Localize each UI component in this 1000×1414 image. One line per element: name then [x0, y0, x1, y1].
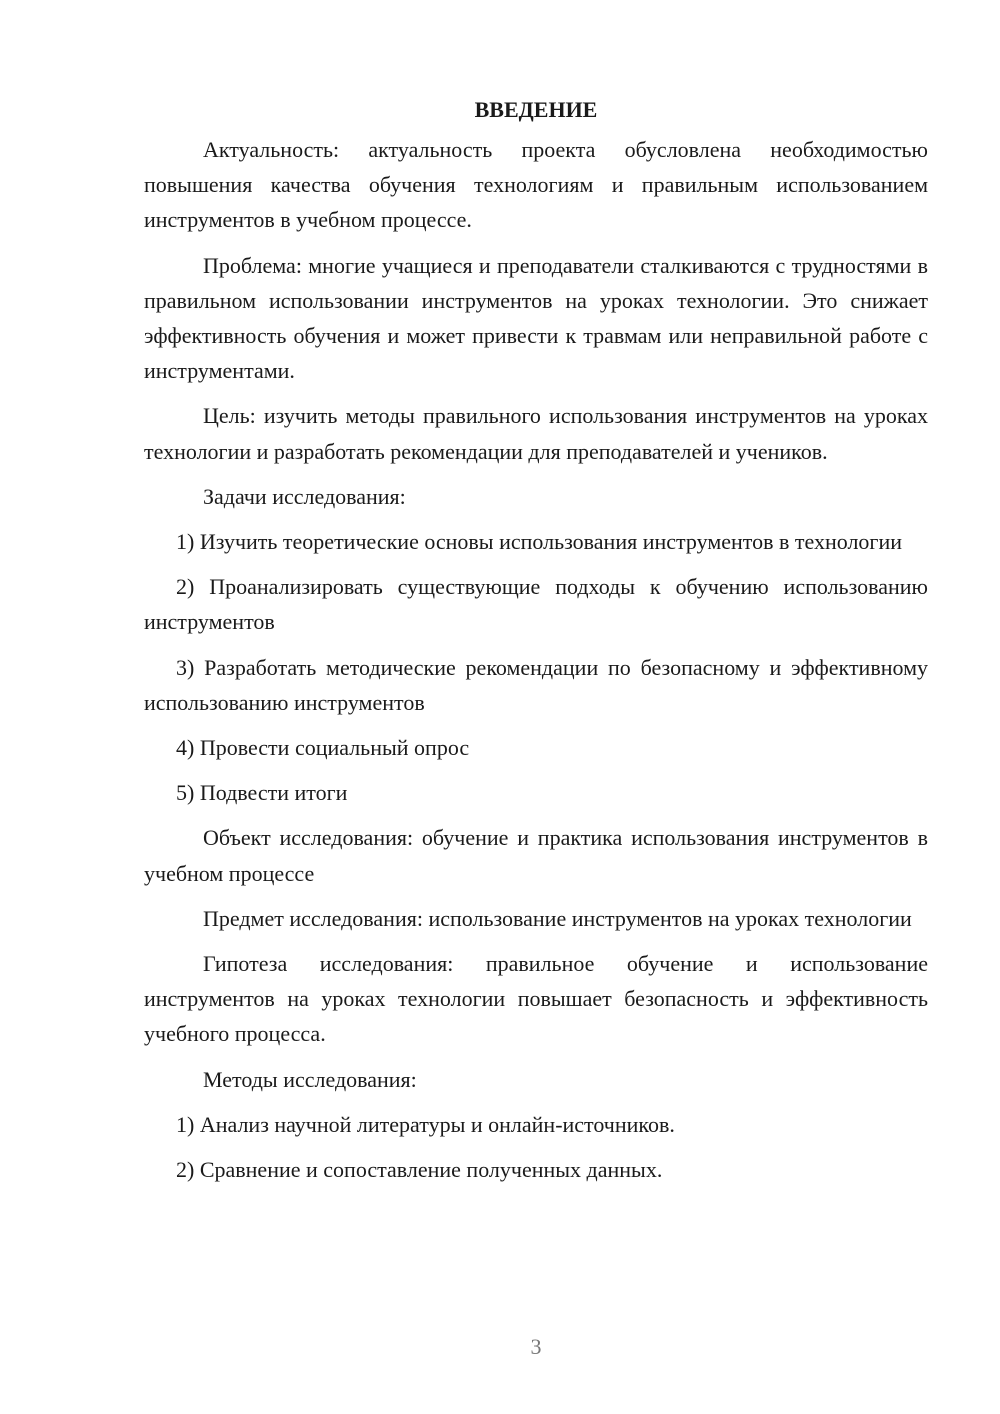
- task-item-1: 1) Изучить теоретические основы использования инструментов в технологии: [176, 529, 902, 555]
- document-page: [144, 92, 928, 1197]
- method-item-2: 2) Сравнение и сопоставление полученных данных.: [176, 1157, 663, 1183]
- problem-paragraph: Проблема: многие учащиеся и преподаватели сталкиваются с трудностями в правильном использовании инструментов на уроках технологии. Это снижает эффективность обучения и может привести к травмам или неправильной работе с инструментами.: [144, 252, 928, 384]
- tasks-heading: Задачи исследования:: [203, 483, 406, 509]
- goal-paragraph: Цель: изучить методы правильного использования инструментов на уроках технологии и разработать рекомендации для преподавателей и учеников.: [144, 403, 928, 464]
- task-item-4: 4) Провести социальный опрос: [176, 735, 470, 761]
- method-item-1: 1) Анализ научной литературы и онлайн-источников.: [176, 1111, 675, 1137]
- object-paragraph: Объект исследования: обучение и практика использования инструментов в учебном процессе: [144, 825, 928, 886]
- hypothesis-paragraph: Гипотеза исследования: правильное обучение и использование инструментов на уроках технологии повышает безопасность и эффективность учебного процесса.: [144, 951, 928, 1047]
- section-heading: ВВЕДЕНИЕ: [474, 97, 598, 122]
- page-number: 3: [530, 1334, 542, 1359]
- subject-paragraph: Предмет исследования: использование инструментов на уроках технологии: [203, 905, 912, 931]
- task-item-2: 2) Проанализировать существующие подходы к обучению использованию инструментов: [144, 574, 928, 635]
- task-item-3: 3) Разработать методические рекомендации по безопасному и эффективному использованию инструментов: [144, 654, 928, 715]
- task-item-5: 5) Подвести итоги: [176, 780, 348, 806]
- relevance-paragraph: Актуальность: актуальность проекта обусловлена необходимостью повышения качества обучения технологиям и правильным использованием инструментов в учебном процессе.: [144, 137, 928, 233]
- methods-heading: Методы исследования:: [203, 1066, 417, 1092]
